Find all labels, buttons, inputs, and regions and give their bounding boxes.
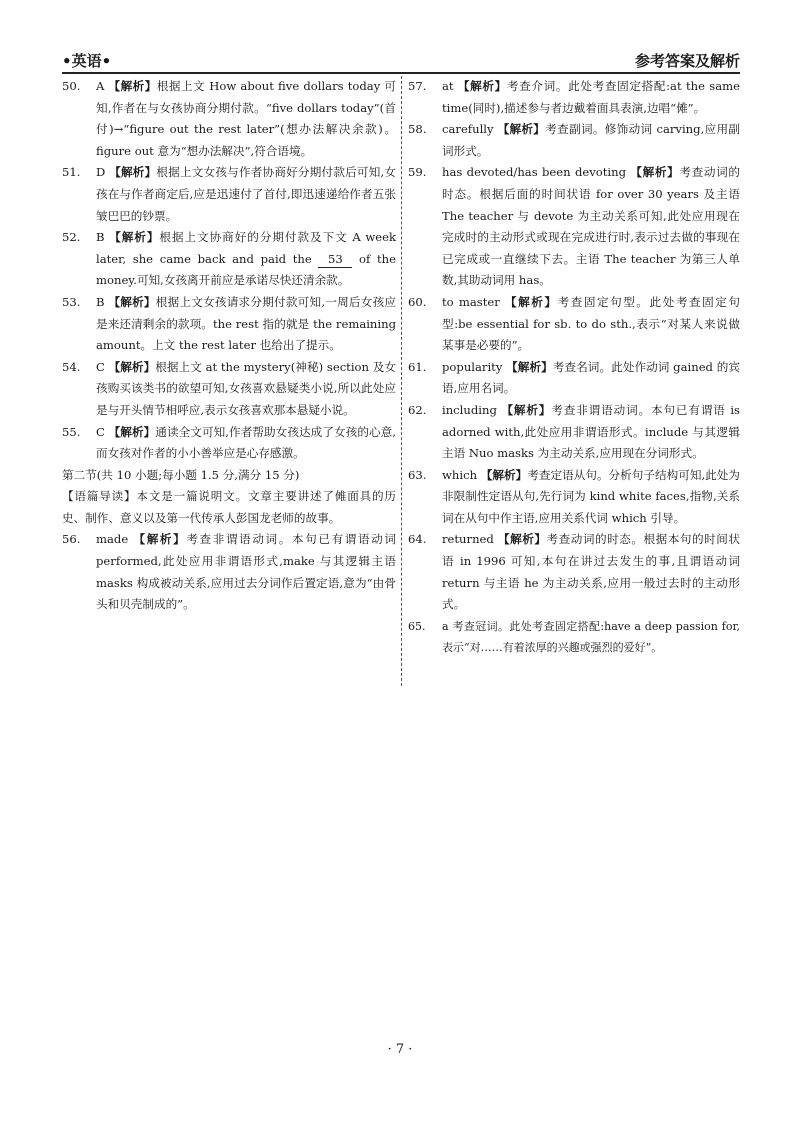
header-title: 参考答案及解析: [634, 52, 740, 70]
answer-item-51: [62, 162, 396, 227]
item-number: 64.: [408, 532, 427, 547]
analysis-tag: 【解析】: [501, 402, 552, 417]
answer-item-64: [408, 529, 740, 615]
item-number: 55.: [62, 424, 81, 439]
answer-item-56: [62, 529, 396, 615]
analysis-tag: 【解析】: [498, 532, 547, 547]
item-number: 59.: [408, 165, 427, 180]
explanation: 根据上文女孩请求分期付款可知,一周后女孩应是来还清剩余的款项。the rest 指的就是 the remaining amount。上文 the rest later 也给出了提示。: [96, 294, 396, 353]
item-number: 63.: [408, 467, 427, 482]
explanation: 考查动词的时态。根据后面的时间状语 for over 30 years 及主语 The teacher 与 devote 为主动关系可知,此处应用现在完成时的主动形式或现在完成进行时,表示过去做的事现在已完成或一直继续下去。主语 The teacher 为第三人单数,其助动词用 has。: [442, 165, 740, 288]
answer-item-52: [62, 227, 396, 292]
analysis-tag: 【解析】: [497, 122, 546, 137]
explanation: 根据上文 How about five dollars today 可知,作者在与女孩协商分期付款。“five dollars today”(首付)→“figure out the rest later”(想办法解决余款)。figure out 意为“想办法解决”,符合语境。: [96, 79, 396, 158]
answer: which: [442, 467, 478, 482]
section-title: 第二节(共 10 小题;每小题 1.5 分,满分 15 分): [62, 467, 300, 482]
left-column: [62, 76, 396, 616]
header-rule: [62, 72, 740, 74]
answer-item-55: [62, 422, 396, 465]
analysis-tag: 【解析】: [457, 79, 507, 93]
answer-item-65: [408, 616, 740, 659]
analysis-tag: 【解析】: [108, 79, 157, 93]
item-number: 56.: [62, 532, 81, 547]
analysis-tag: 【解析】: [505, 294, 558, 309]
explanation: 考查副词。修饰动词 carving,应用副词形式。: [442, 122, 740, 158]
answer: including: [442, 402, 497, 417]
explanation: 考查介词。此处考查固定搭配:at the same time(同时),描述参与者边戴着面具表演,边唱“傩”。: [442, 79, 740, 115]
explanation: 考查非谓语动词。本句已有谓语 is adorned with,此处应用非谓语形式。include 与其逻辑主语 Nuo masks 为主动关系,应用现在分词形式。: [442, 402, 740, 461]
analysis-tag: 【解析】: [630, 165, 680, 180]
explanation: 根据上文 at the mystery(神秘) section 及女孩购买该类书的欲望可知,女孩喜欢悬疑类小说,所以此处应是与开头情节相呼应,表示女孩喜欢那本悬疑小说。: [96, 359, 396, 417]
item-number: 61.: [408, 359, 427, 374]
answer-item-61: [408, 357, 740, 400]
answer: to master: [442, 294, 500, 309]
answer: at: [442, 79, 454, 93]
answer: B: [96, 294, 105, 309]
answer-item-62: [408, 400, 740, 465]
item-number: 62.: [408, 402, 427, 417]
explanation-pre: 根据上文协商好的分期付款及下文 A week later, she came back and paid the: [96, 230, 397, 266]
answer: popularity: [442, 359, 503, 374]
analysis-tag: 【解析】: [109, 165, 157, 180]
explanation: 考查冠词。此处考查固定搭配:have a deep passion for,表示“对……有着浓厚的兴趣或强烈的爱好”。: [442, 619, 741, 655]
analysis-tag: 【解析】: [109, 230, 160, 245]
answer-item-53: [62, 292, 396, 357]
answer: made: [96, 532, 129, 547]
answer: a: [442, 619, 449, 633]
right-column: [408, 76, 740, 659]
explanation: 考查固定句型。此处考查固定句型:be essential for sb. to do sth.,表示“对某人来说做某事是必要的”。: [442, 294, 740, 353]
answer: has devoted/has been devoting: [442, 165, 627, 180]
answer: C: [96, 424, 105, 439]
item-number: 50.: [62, 79, 81, 93]
passage-guide: 【语篇导读】本文是一篇说明文。文章主要讲述了傩面具的历史、制作、意义以及第一代传承人彭国龙老师的故事。: [62, 489, 396, 525]
answer-item-50: [62, 76, 396, 162]
answer: A: [96, 79, 105, 93]
subject-label: •英语•: [62, 52, 112, 70]
item-number: 54.: [62, 359, 81, 374]
answer: D: [96, 165, 106, 180]
answer: carefully: [442, 122, 494, 137]
answer-item-58: [408, 119, 740, 162]
page-header: [62, 48, 740, 74]
answer-item-59: [408, 162, 740, 292]
answer: B: [96, 230, 105, 245]
item-number: 65.: [408, 619, 426, 633]
analysis-tag: 【解析】: [108, 294, 156, 309]
explanation: 考查非谓语动词。本句已有谓语动词 performed,此处应用非谓语形式,make 与其逻辑主语 masks 构成被动关系,应用过去分词作后置定语,意为“由骨头和贝壳制成的”。: [96, 532, 396, 612]
answer-item-57: [408, 76, 740, 119]
explanation: 考查动词的时态。根据本句的时间状语 in 1996 可知,本句在讲过去发生的事,且谓语动词 return 与主语 he 为主动关系,应用一般过去时的主动形式。: [442, 532, 740, 612]
item-number: 58.: [408, 122, 427, 137]
answer: C: [96, 359, 105, 374]
explanation: 根据上文女孩与作者协商好分期付款后可知,女孩在与作者商定后,应是迅速付了首付,即迅速递给作者五张皱巴巴的钞票。: [96, 165, 396, 223]
analysis-tag: 【解析】: [133, 532, 187, 547]
item-number: 51.: [62, 165, 81, 180]
item-number: 53.: [62, 294, 81, 309]
underlined-blank: 53: [318, 252, 352, 268]
item-number: 60.: [408, 294, 427, 309]
answer-item-63: [408, 465, 740, 530]
answer-item-60: [408, 292, 740, 357]
column-divider: [401, 76, 402, 686]
item-number: 52.: [62, 230, 81, 245]
explanation: 考查名词。此处作动词 gained 的宾语,应用名词。: [442, 359, 740, 396]
item-number: 57.: [408, 79, 427, 93]
analysis-tag: 【解析】: [480, 467, 528, 482]
analysis-tag: 【解析】: [108, 424, 156, 439]
answer: returned: [442, 532, 494, 547]
analysis-tag: 【解析】: [506, 359, 553, 374]
explanation: 通读全文可知,作者帮助女孩达成了女孩的心意,而女孩对作者的小小善举应是心存感激。: [96, 424, 396, 461]
analysis-tag: 【解析】: [108, 359, 156, 374]
explanation-post: of the money.可知,女孩离开前应是承诺尽快还清余款。: [96, 251, 396, 288]
answer-item-54: [62, 357, 396, 422]
explanation: 考查定语从句。分析句子结构可知,此处为非限制性定语从句,先行词为 kind white faces,指物,关系词在从句中作主语,应用关系代词 which 引导。: [442, 467, 741, 525]
page-number: · 7 ·: [387, 1042, 413, 1057]
